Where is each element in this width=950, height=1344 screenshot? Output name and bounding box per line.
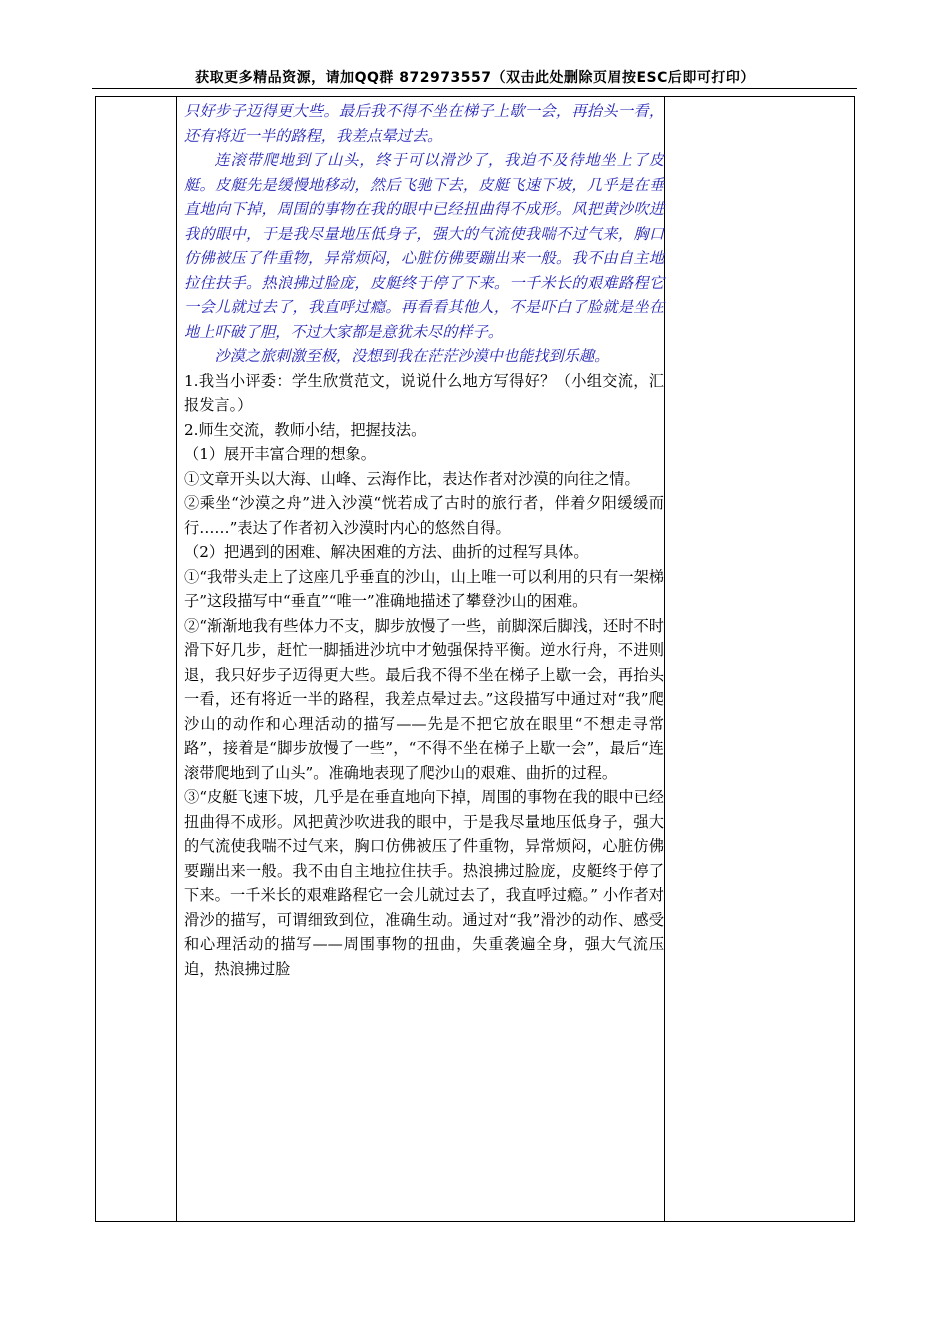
note-paragraph: ①文章开头以大海、山峰、云海作比，表达作者对沙漠的向往之情。	[184, 469, 640, 488]
column-divider-left	[176, 97, 177, 1221]
page-header[interactable]: 获取更多精品资源，请加QQ群 872973557（双击此处删除页眉按ESC后即可打印）	[195, 70, 755, 86]
lesson-content	[184, 99, 664, 981]
note-paragraph: ②“渐渐地我有些体力不支，脚步放慢了一些，前脚深后脚浅，还时不时滑下好几步，赶忙一脚插进沙坑中才勉强保持平衡。逆水行舟，不进则退，我只好步子迈得更大些。最后我不得不坐在梯子上歇一会，再抬头一看，还有将近一半的路程，我差点晕过去。”这段描写中通过对“我”爬沙山的动作和心理活动的描写——先是不把它放在眼里“不想走寻常路”，接着是“脚步放慢了一些”，“不得不坐在梯子上歇一会”，最后“连滚带爬地到了山头”。准确地表现了爬沙山的艰难、曲折的过程。	[184, 616, 664, 782]
note-paragraph: 1.我当小评委：学生欣赏范文，说说什么地方写得好？（小组交流，汇报发言。）	[184, 371, 664, 414]
note-paragraph: ①“我带头走上了这座几乎垂直的沙山，山上唯一可以利用的只有一架梯子”这段描写中“垂直”“唯一”准确地描述了攀登沙山的困难。	[184, 567, 664, 610]
note-paragraph: （2）把遇到的困难、解决困难的方法、曲折的过程写具体。	[184, 543, 589, 561]
header-divider	[92, 88, 857, 89]
lesson-table	[95, 96, 855, 1222]
essay-paragraph: 连滚带爬地到了山头，终于可以滑沙了，我迫不及待地坐上了皮艇。皮艇先是缓慢地移动，然后飞驰下去，皮艇飞速下坡，几乎是在垂直地向下掉，周围的事物在我的眼中已经扭曲得不成形。风把黄沙吹进我的眼中，于是我尽量地压低身子，强大的气流使我喘不过气来，胸口仿佛被压了件重物，异常烦闷，心脏仿佛要蹦出来一般。我不由自主地拉住扶手。热浪拂过脸庞，皮艇终于停了下来。一千米长的艰难路程它一会儿就过去了，我直呼过瘾。再看看其他人，不是吓白了脸就是坐在地上吓破了胆，不过大家都是意犹未尽的样子。	[184, 151, 664, 341]
column-divider-right	[664, 97, 665, 1221]
note-paragraph: ②乘坐“沙漠之舟”进入沙漠“恍若成了古时的旅行者，伴着夕阳缓缓而行……”表达了作者初入沙漠时内心的悠然自得。	[184, 494, 664, 537]
note-paragraph: ③“皮艇飞速下坡，几乎是在垂直地向下掉，周围的事物在我的眼中已经扭曲得不成形。风把黄沙吹进我的眼中，于是我尽量地压低身子，强大的气流使我喘不过气来，胸口仿佛被压了件重物，异常烦闷，心脏仿佛要蹦出来一般。我不由自主地拉住扶手。热浪拂过脸庞，皮艇终于停了下来。一千米长的艰难路程它一会儿就过去了，我直呼过瘾。” 小作者对滑沙的描写，可谓细致到位，准确生动。通过对“我”滑沙的动作、感受和心理活动的描写——周围事物的扭曲，失重袭遍全身，强大气流压迫，热浪拂过脸	[184, 788, 664, 978]
essay-paragraph: 只好步子迈得更大些。最后我不得不坐在梯子上歇一会，再抬头一看，还有将近一半的路程，我差点晕过去。	[184, 102, 664, 145]
essay-paragraph: 沙漠之旅刺激至极，没想到我在茫茫沙漠中也能找到乐趣。	[214, 347, 610, 365]
note-paragraph: （1）展开丰富合理的想象。	[184, 445, 376, 463]
note-paragraph: 2.师生交流，教师小结，把握技法。	[184, 420, 427, 439]
